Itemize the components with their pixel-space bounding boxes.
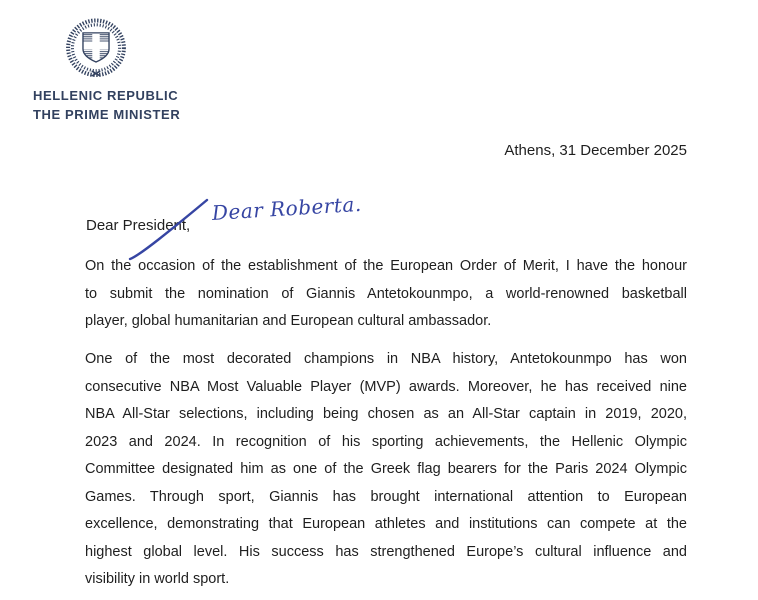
paragraph-1 (85, 253, 687, 336)
text-line: player, global humanitarian and European cultural ambassador. (85, 313, 492, 329)
text-line: Committee designated him as one of the Greek flag bearers for the Paris 2024 Olympic (85, 461, 687, 477)
letterhead (33, 88, 180, 122)
text-line: visibility in world sport. (85, 571, 230, 587)
org-title: THE PRIME MINISTER (33, 107, 181, 122)
text-line: On the occasion of the establishment of the European Order of Merit, I have the honour (85, 258, 687, 274)
text-line: Games. Through sport, Giannis has brought international attention to European (85, 488, 687, 505)
org-name: HELLENIC REPUBLIC (33, 88, 179, 103)
text-line: to submit the nomination of Giannis Antetokounmpo, a world-renowned basketball (85, 285, 687, 302)
hellenic-coat-of-arms-icon (65, 16, 127, 82)
paragraph-2 (85, 346, 687, 594)
text-line: highest global level. His success has strengthened Europe’s cultural influence and (85, 543, 687, 560)
text-line: consecutive NBA Most Valuable Player (MVP) awards. Moreover, he has received nine (85, 378, 687, 395)
text-line: 2023 and 2024. In recognition of his sporting achievements, the Hellenic Olympic (85, 433, 687, 450)
text-line: excellence, demonstrating that European athletes and institutions can compete at the (85, 516, 687, 532)
date-line: Athens, 31 December 2025 (504, 142, 687, 159)
text-line: One of the most decorated champions in NBA history, Antetokounmpo has won (85, 351, 687, 367)
salutation-printed: Dear President, (86, 217, 191, 234)
salutation-handwritten-annotation: Dear Roberta. (211, 191, 363, 225)
text-line: NBA All-Star selections, including being chosen as an All-Star captain in 2019, 2020, (85, 406, 687, 422)
